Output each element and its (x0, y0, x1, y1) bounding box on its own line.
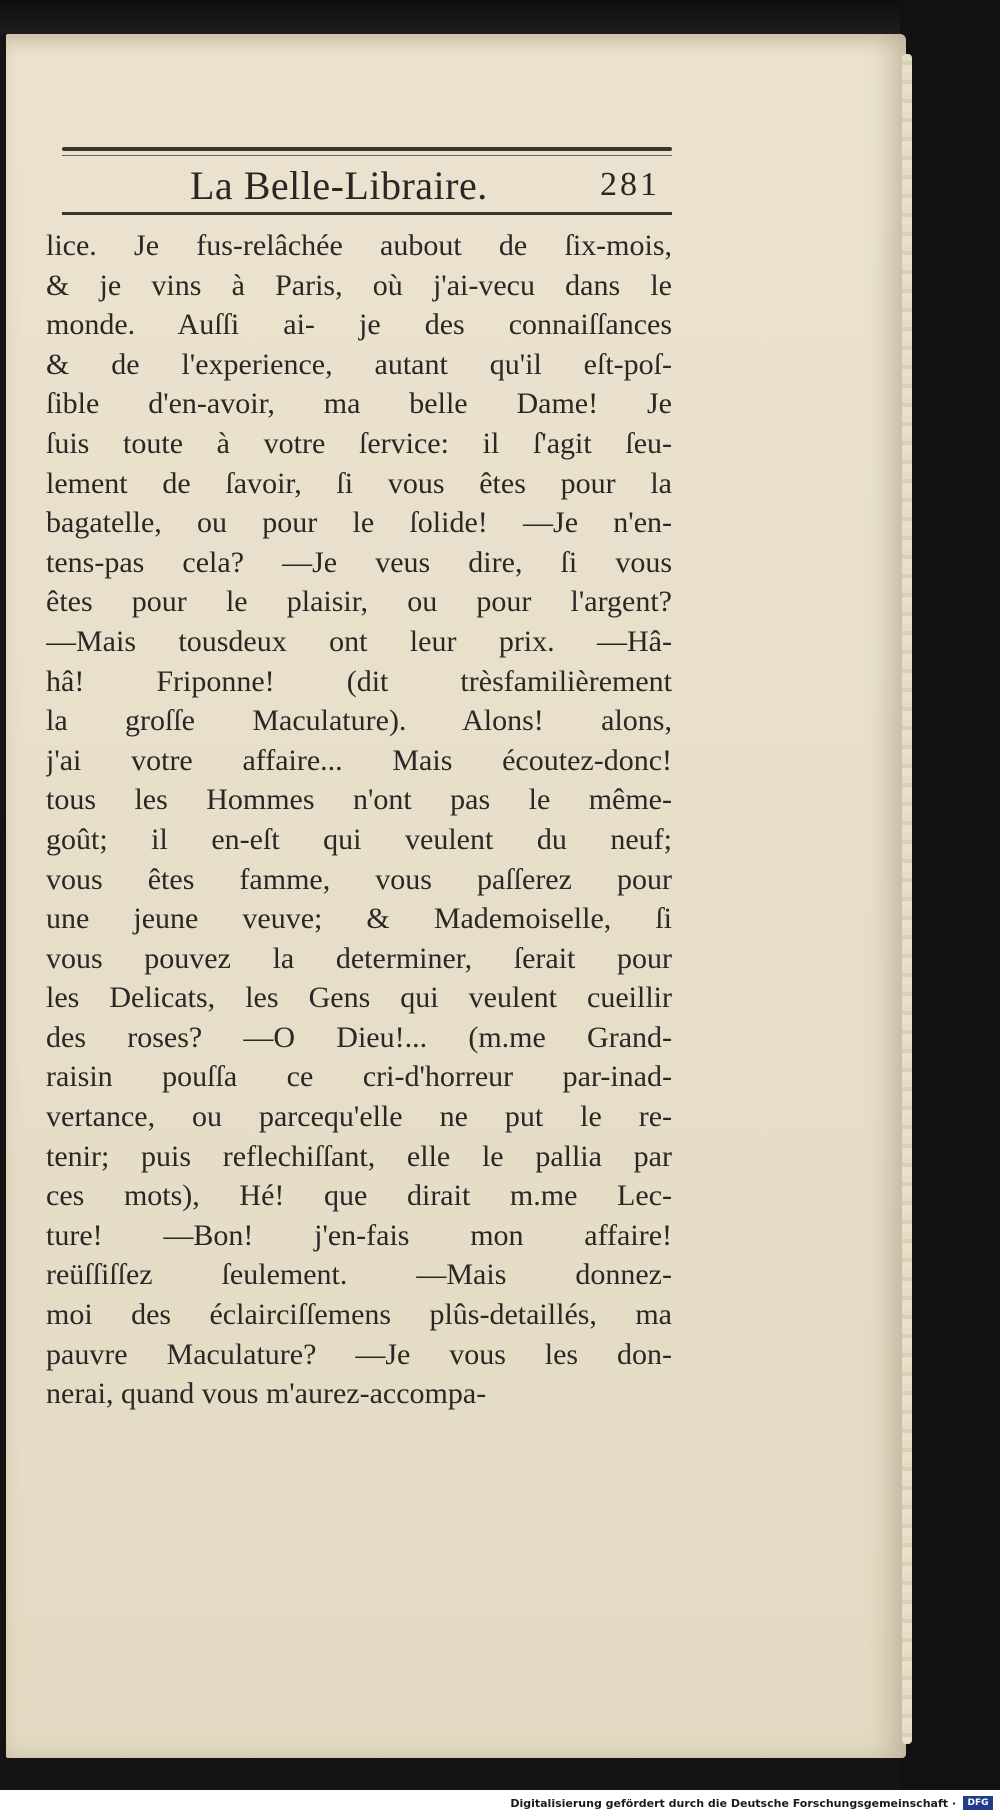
text-line: —Mais tousdeux ont leur prix. —Hâ- (46, 624, 672, 658)
text-line: êtes pour le plaisir, ou pour l'argent? (46, 585, 672, 619)
scan-border-top (0, 0, 1000, 34)
running-title: La Belle-Libraire. (190, 163, 488, 208)
text-line: une jeune veuve; & Mademoiselle, ſi (46, 902, 672, 936)
text-line: ture! —Bon! j'en-fais mon affaire! (46, 1218, 672, 1252)
page-number: 281 (600, 166, 660, 203)
text-line: tenir; puis reflechiſſant, elle le pallia par (46, 1139, 672, 1173)
text-line: tens-pas cela? —Je veus dire, ſi vous (46, 545, 672, 579)
dfg-logo-icon: DFG (963, 1796, 993, 1810)
header-rule-thin (62, 155, 672, 156)
text-line: bagatelle, ou pour le ſolide! —Je n'en- (46, 506, 672, 540)
text-line: lice. Je fus-relâchée aubout de ſix-mois, (46, 229, 672, 262)
text-line: tous les Hommes n'ont pas le même- (46, 783, 672, 817)
text-line: j'ai votre affaire... Mais écoutez-donc! (46, 743, 672, 777)
text-line: vous êtes famme, vous paſſerez pour (46, 862, 672, 896)
text-line: raisin pouſſa ce cri-d'horreur par-inad- (46, 1060, 672, 1094)
text-line: la groſſe Maculature). Alons! alons, (46, 704, 672, 738)
scan-border-right (900, 0, 1000, 1790)
text-line: vous pouvez la determiner, ſerait pour (46, 941, 672, 975)
text-line: vertance, ou parcequ'elle ne put le re- (46, 1100, 672, 1134)
text-line: hâ! Friponne! (dit trèsfamilièrement (46, 664, 672, 698)
text-line: des roses? —O Dieu!... (m.me Grand- (46, 1020, 672, 1054)
header-rule (62, 147, 672, 151)
text-line: ces mots), Hé! que dirait m.me Lec- (46, 1179, 672, 1213)
header-rule-bottom (62, 212, 672, 215)
text-line: goût; il en-eſt qui veulent du neuf; (46, 822, 672, 856)
text-line: & je vins à Paris, où j'ai-vecu dans le (46, 268, 672, 302)
text-line: moi des éclairciſſemens plûs-detaillés, ma (46, 1298, 672, 1332)
text-line: ſuis toute à votre ſervice: il ſ'agit ſeu- (46, 426, 672, 460)
text-line: & de l'experience, autant qu'il eſt-poſ- (46, 347, 672, 381)
text-line: pauvre Maculature? —Je vous les don- (46, 1337, 672, 1371)
body-text (46, 226, 672, 1414)
text-line: lement de ſavoir, ſi vous êtes pour la (46, 466, 672, 500)
text-line: ſible d'en-avoir, ma belle Dame! Je (46, 387, 672, 421)
text-line: nerai, quand vous m'aurez-accompa- (46, 1377, 487, 1411)
text-line: les Delicats, les Gens qui veulent cueillir (46, 981, 672, 1015)
text-line: reüſſiſſez ſeulement. —Mais donnez- (46, 1258, 672, 1292)
text-line: monde. Auſſi ai- je des connaiſſances (46, 308, 672, 342)
digitization-credit: Digitalisierung gefördert durch die Deutsche Forschungsgemeinschaft · (510, 1797, 956, 1810)
